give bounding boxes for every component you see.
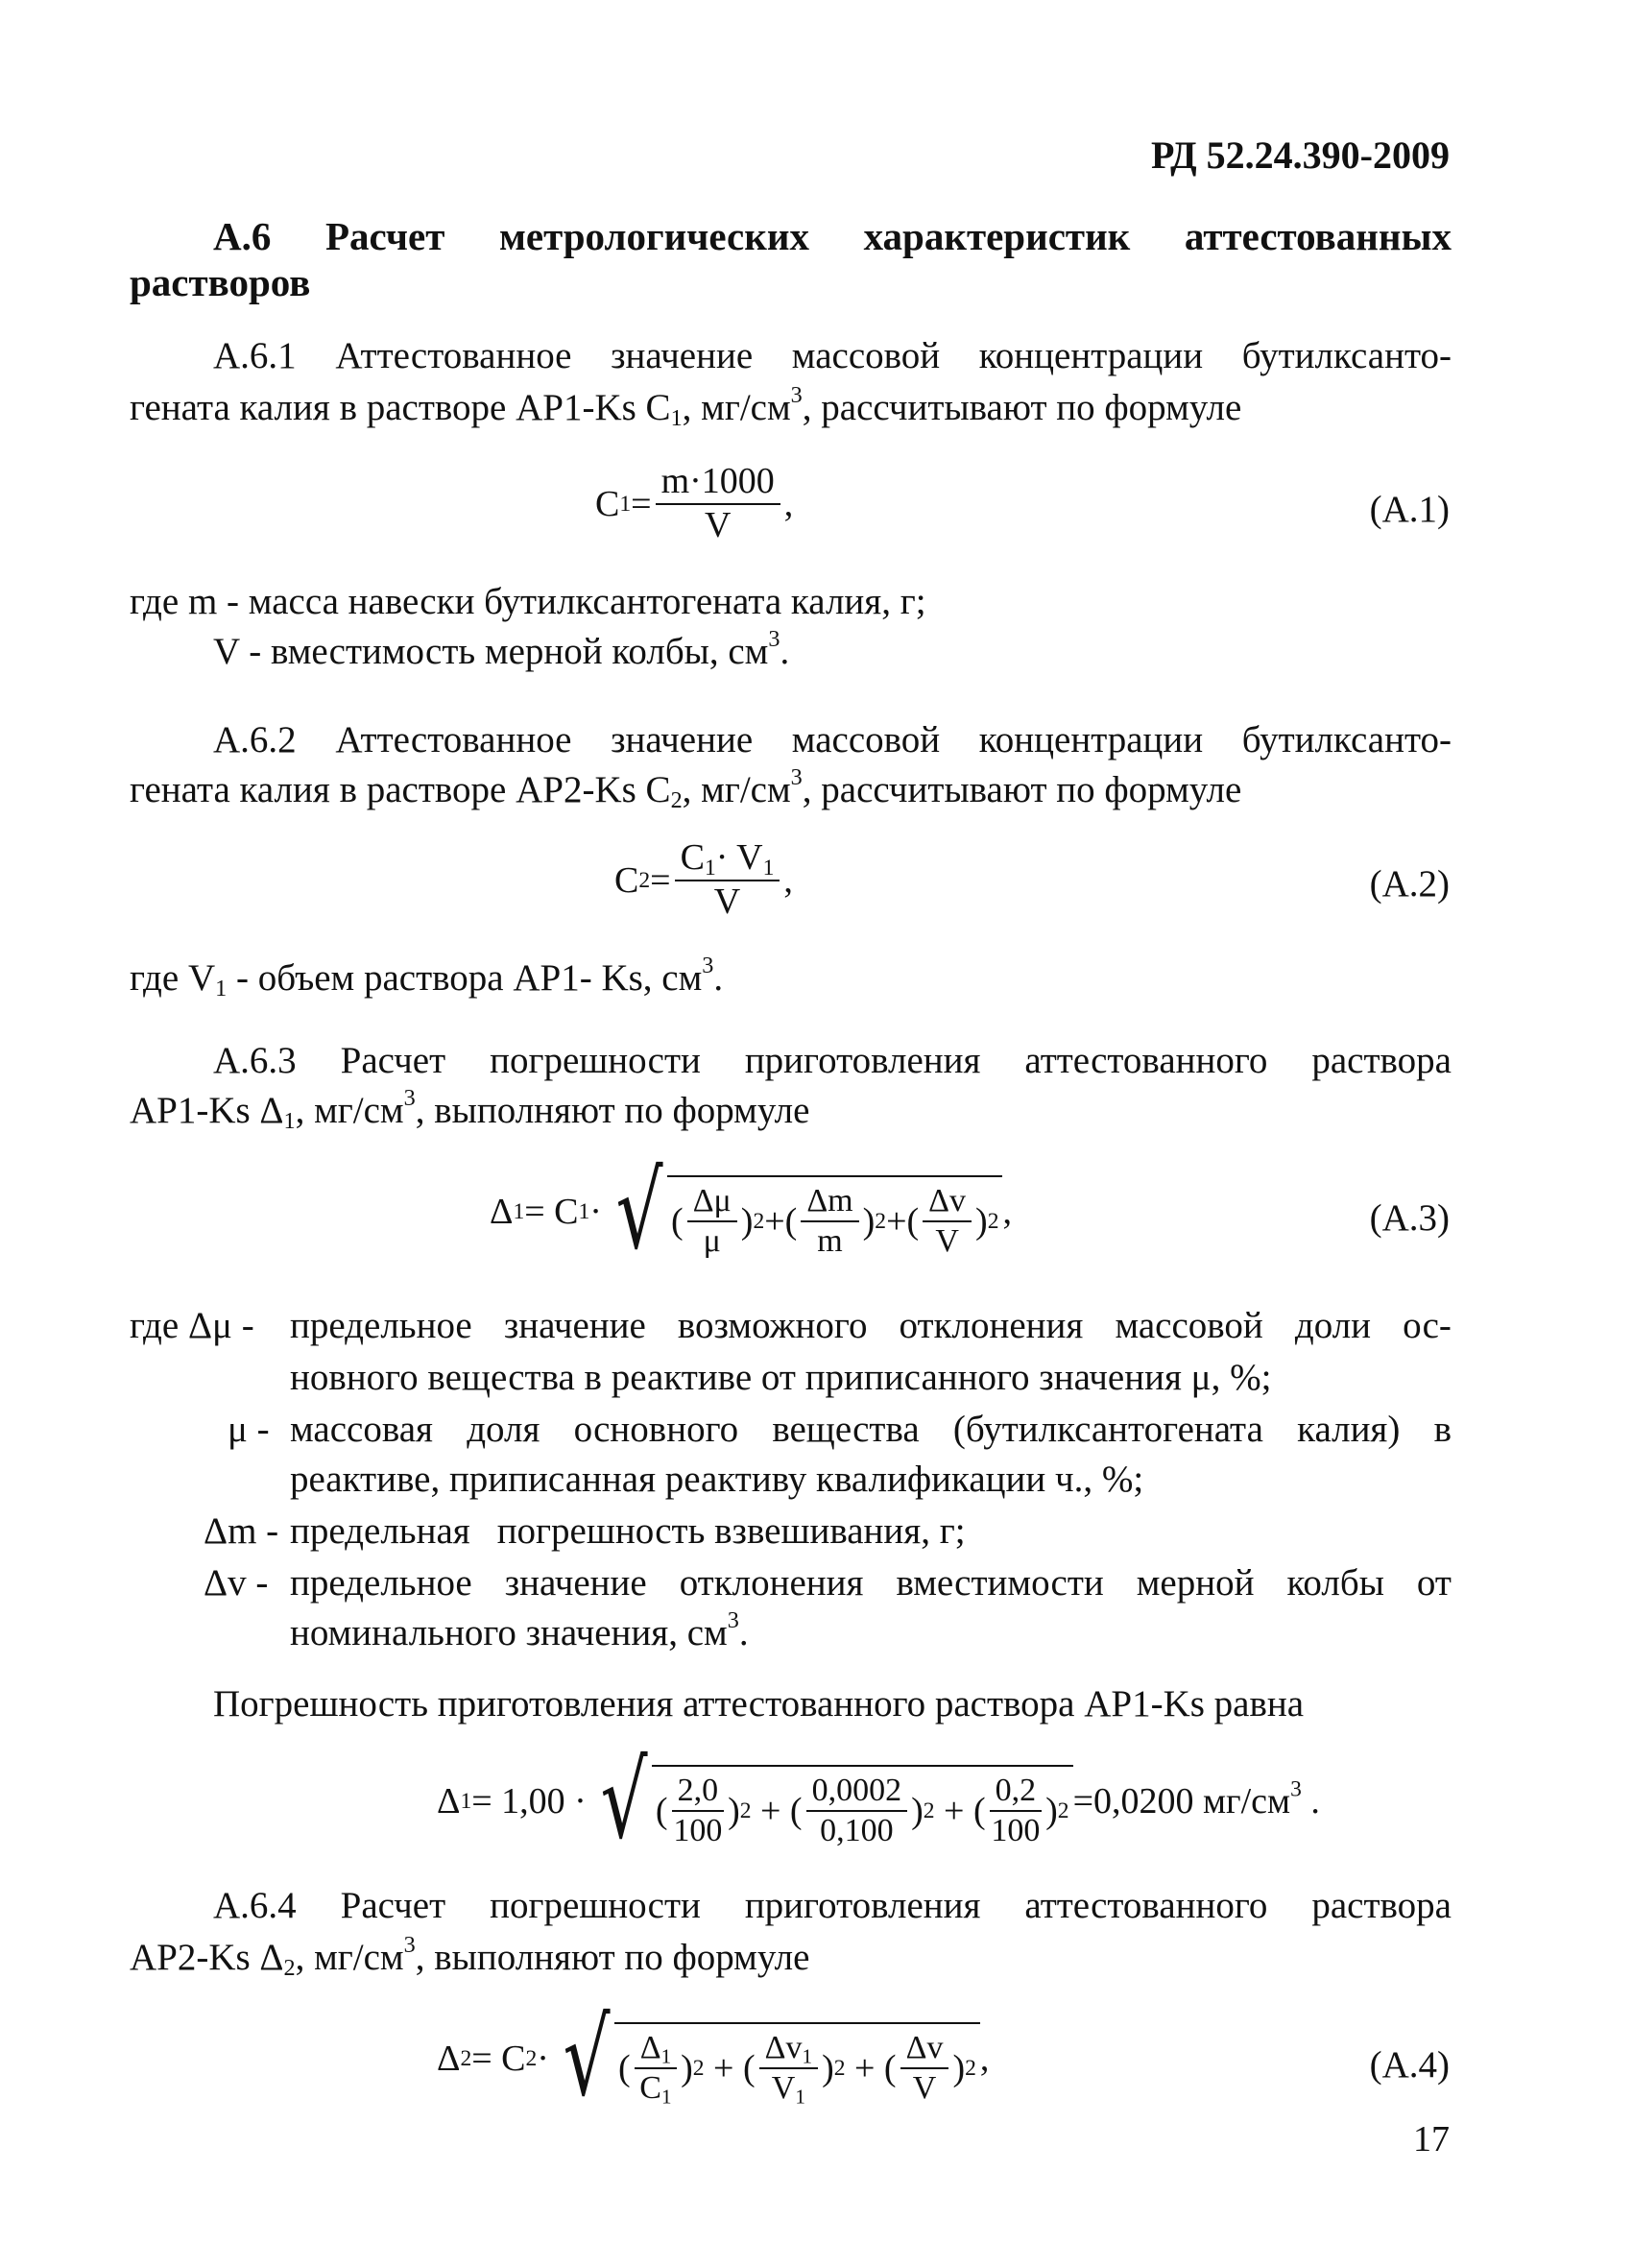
text: =0,0200 мг/см bbox=[1072, 1780, 1291, 1822]
def-delta-v-line1 bbox=[290, 1561, 1452, 1604]
equation-number-a1: (А.1) bbox=[1369, 489, 1450, 530]
plus: + bbox=[764, 1200, 785, 1242]
word: бутилксанто- bbox=[1241, 335, 1452, 376]
word: массовой bbox=[791, 335, 941, 376]
a61-where-m: где m - масса навески бутилксантогената калия, г; bbox=[130, 581, 926, 622]
word: значение bbox=[504, 1562, 647, 1604]
word: погрешности bbox=[490, 1885, 701, 1926]
a63-line2 bbox=[130, 1084, 810, 1135]
superscript: 3 bbox=[1290, 1775, 1302, 1801]
word: погрешности bbox=[490, 1040, 701, 1081]
subscript: 1 bbox=[704, 855, 716, 881]
text: - объем раствора АР1- Ks, см bbox=[227, 957, 703, 999]
dot: · bbox=[537, 2038, 549, 2079]
calc-intro: Погрешность приготовления аттестованного раствора АР1-Ks равна bbox=[213, 1683, 1305, 1725]
paren: ( bbox=[784, 1200, 798, 1242]
word: Аттестованное bbox=[335, 719, 572, 760]
word: Аттестованное bbox=[335, 335, 572, 376]
a61-where-v bbox=[213, 625, 790, 673]
word: массовой bbox=[1115, 1305, 1263, 1346]
superscript: 3 bbox=[702, 952, 714, 978]
word: в bbox=[1433, 1409, 1452, 1450]
paren: ) bbox=[862, 1200, 876, 1242]
text: номинального значения, см bbox=[290, 1612, 728, 1653]
a62-line2 bbox=[130, 763, 1242, 814]
square-root bbox=[606, 1149, 1003, 1272]
word: значение bbox=[503, 1305, 646, 1346]
paren: ( bbox=[671, 1200, 684, 1242]
a64-line2 bbox=[130, 1931, 810, 1982]
subscript: 2 bbox=[283, 1955, 296, 1982]
denominator: μ bbox=[703, 1222, 721, 1259]
text: . bbox=[738, 1612, 749, 1653]
word: предельное bbox=[290, 1562, 472, 1604]
title-word: А.6 bbox=[213, 214, 272, 258]
text: , мг/см bbox=[682, 387, 791, 428]
fraction bbox=[675, 839, 780, 922]
subscript: 1 bbox=[762, 855, 775, 881]
word: колбы bbox=[1286, 1562, 1384, 1604]
superscript: 3 bbox=[790, 763, 803, 790]
document-code-header: РД 52.24.390-2009 bbox=[1151, 133, 1450, 177]
def-mu-line2: реактиве, приписанная реактиву квалификации ч., %; bbox=[290, 1459, 1144, 1500]
section-title-line1 bbox=[213, 213, 1452, 259]
fraction bbox=[806, 1773, 908, 1847]
equals-sign: = 1,00 · bbox=[471, 1780, 587, 1822]
numerator bbox=[635, 2031, 677, 2069]
numerator: Δμ bbox=[687, 1184, 737, 1222]
dot: · bbox=[589, 1191, 602, 1232]
denominator: 100 bbox=[673, 1812, 723, 1848]
word: основного bbox=[573, 1409, 739, 1450]
text: , рассчитывают по формуле bbox=[802, 387, 1242, 428]
word: концентрации bbox=[978, 719, 1204, 760]
word: отклонения bbox=[679, 1562, 864, 1604]
superscript: 3 bbox=[790, 381, 803, 408]
denominator: V bbox=[713, 881, 741, 922]
radical-sign-icon: √ bbox=[600, 1739, 648, 1862]
formula-symbol: Δ bbox=[437, 1780, 461, 1822]
equals-sign: = bbox=[631, 483, 652, 524]
denominator: 0,100 bbox=[820, 1812, 894, 1848]
subscript: 2 bbox=[670, 787, 683, 814]
word: предельная bbox=[290, 1510, 470, 1552]
def-delta-v-symbol: Δv - bbox=[204, 1562, 269, 1604]
numerator: 2,0 bbox=[672, 1773, 725, 1812]
denominator bbox=[772, 2069, 805, 2106]
denominator: V bbox=[912, 2069, 937, 2106]
subscript: 1 bbox=[795, 2084, 805, 2108]
word: Расчет bbox=[340, 1885, 446, 1926]
word: приготовления bbox=[744, 1885, 981, 1926]
formula-a2: C 2 = $\frac{C_1\cdot V_1}{V}$ , bbox=[614, 837, 793, 922]
denominator: V bbox=[935, 1222, 959, 1259]
numerator bbox=[759, 2031, 818, 2069]
text: . bbox=[780, 631, 790, 672]
word: мерной bbox=[1136, 1562, 1255, 1604]
equation-number-a4: (А.4) bbox=[1369, 2044, 1450, 2086]
numerator: 0,2 bbox=[990, 1773, 1043, 1812]
subscript: 1 bbox=[802, 2044, 813, 2068]
comma: , bbox=[979, 2038, 990, 2079]
calc-result bbox=[1072, 1775, 1320, 1822]
word: А.6.3 bbox=[213, 1040, 297, 1081]
word: аттестованного bbox=[1024, 1885, 1268, 1926]
subscript: 1 bbox=[670, 405, 683, 432]
word: значение bbox=[611, 719, 754, 760]
radicand: ( $\frac{2,0}{100}$ ) 2 + ( $\frac{0,0002}{0,100}$ ) 2 + ( $\frac{0,2}{100}$ ) 2 bbox=[652, 1765, 1073, 1848]
def-delta-v-line2 bbox=[290, 1606, 749, 1654]
text: Δ bbox=[639, 2029, 661, 2065]
numerator: Δv bbox=[900, 2031, 949, 2069]
def-delta-mu-line1 bbox=[290, 1304, 1452, 1347]
equals-sign: = C bbox=[471, 2038, 526, 2079]
text: . bbox=[713, 957, 724, 999]
comma: , bbox=[783, 483, 794, 524]
word: раствора bbox=[1311, 1040, 1452, 1081]
subscript: 1 bbox=[283, 1108, 296, 1135]
fraction bbox=[900, 2031, 949, 2105]
denominator bbox=[639, 2069, 671, 2106]
radicand: ( $\frac{\Delta_1}{C_1}$ ) 2 + ( $\frac{\Delta v_1}{V_1}$ ) 2 + ( $\frac{\Delta v}{V}$ ) 2 bbox=[614, 2022, 980, 2106]
numerator bbox=[675, 839, 780, 881]
text: где V bbox=[130, 957, 216, 999]
def-delta-m-line1 bbox=[290, 1509, 966, 1553]
denominator: V bbox=[704, 504, 732, 545]
word: А.6.1 bbox=[213, 335, 297, 376]
equals-sign: = bbox=[650, 859, 671, 901]
word: бутилксанто- bbox=[1241, 719, 1452, 760]
title-word: характеристик bbox=[863, 214, 1131, 258]
text: АР1-Ks Δ bbox=[130, 1090, 284, 1131]
word: возможного bbox=[677, 1305, 868, 1346]
word: предельное bbox=[290, 1305, 472, 1346]
subscript: 1 bbox=[660, 2084, 672, 2108]
a62-where-v1 bbox=[130, 952, 724, 1002]
subscript: 1 bbox=[215, 976, 228, 1002]
fraction bbox=[801, 1184, 858, 1258]
numerator: m·1000 bbox=[656, 463, 780, 505]
text: гената калия в растворе АР1-Ks С bbox=[130, 387, 671, 428]
square-root bbox=[553, 1996, 980, 2119]
superscript: 3 bbox=[403, 1931, 416, 1958]
def-delta-m-symbol: Δm - bbox=[204, 1510, 279, 1552]
text: , мг/см bbox=[295, 1937, 404, 1978]
title-word: метрологических bbox=[498, 214, 809, 258]
fraction bbox=[687, 1184, 737, 1258]
formula-a3: Δ 1 = C 1 · √ ( $\frac{\Delta\mu}{\mu}$ ) 2 + ( $\frac{\Delta m}{m}$ ) 2 + ( $\frac{\Delta v}{V}$ ) 2 , bbox=[490, 1149, 1012, 1272]
word: Расчет bbox=[340, 1040, 446, 1081]
text: C bbox=[639, 2069, 661, 2106]
def-delta-mu-symbol: где Δμ - bbox=[130, 1305, 254, 1346]
word: вещества bbox=[772, 1409, 920, 1450]
formula-a1: C 1 = $\frac{m\cdot 1000}{V}$ , bbox=[595, 461, 794, 545]
word: ос- bbox=[1403, 1305, 1452, 1346]
formula-a4: Δ 2 = C 2 · √ ( $\frac{\Delta_1}{C_1}$ ) 2 + ( $\frac{\Delta v_1}{V_1}$ ) 2 + ( $\frac{\Delta v}{V}$ ) 2 , bbox=[437, 1996, 990, 2119]
fraction bbox=[759, 2029, 818, 2108]
fraction bbox=[923, 1184, 972, 1258]
text: Δv bbox=[764, 2029, 803, 2065]
word: калия) bbox=[1297, 1409, 1401, 1450]
word: приготовления bbox=[744, 1040, 981, 1081]
formula-symbol: Δ bbox=[490, 1191, 514, 1232]
text: , выполняют по формуле bbox=[415, 1090, 810, 1131]
radicand: ( $\frac{\Delta\mu}{\mu}$ ) 2 + ( $\frac{\Delta m}{m}$ ) 2 + ( $\frac{\Delta v}{V}$ ) 2 bbox=[667, 1175, 1002, 1259]
word: (бутилксантогената bbox=[952, 1409, 1263, 1450]
a61-line2 bbox=[130, 381, 1242, 432]
text: гената калия в растворе АР2-Ks С bbox=[130, 769, 671, 810]
fraction bbox=[672, 1773, 725, 1847]
formula-symbol: C bbox=[614, 859, 639, 901]
numerator: 0,0002 bbox=[806, 1773, 908, 1812]
a64-line1 bbox=[213, 1884, 1452, 1927]
word: погрешность взвешивания, г; bbox=[496, 1510, 966, 1552]
text: , мг/см bbox=[295, 1090, 404, 1131]
fraction bbox=[990, 1773, 1043, 1847]
word: массовая bbox=[290, 1409, 433, 1450]
section-title-line2: растворов bbox=[130, 260, 311, 304]
superscript: 3 bbox=[727, 1606, 739, 1633]
comma: , bbox=[783, 859, 793, 901]
paren: ( bbox=[906, 1200, 920, 1242]
word: доли bbox=[1294, 1305, 1372, 1346]
a63-line1 bbox=[213, 1039, 1452, 1082]
text: , мг/см bbox=[682, 769, 791, 810]
denominator: 100 bbox=[991, 1812, 1041, 1848]
fraction bbox=[635, 2029, 677, 2108]
numerator: Δv bbox=[923, 1184, 972, 1222]
equals-sign: = C bbox=[524, 1191, 579, 1232]
text: · V bbox=[715, 837, 763, 878]
paren: ) bbox=[975, 1200, 988, 1242]
formula-symbol: Δ bbox=[437, 2038, 461, 2079]
text: , рассчитывают по формуле bbox=[802, 769, 1242, 810]
paren: ) bbox=[740, 1200, 754, 1242]
text: . bbox=[1301, 1780, 1320, 1822]
calc-formula: Δ 1 = 1,00 · √ ( $\frac{2,0}{100}$ ) 2 + ( $\frac{0,0002}{0,100}$ ) 2 + ( $\frac{0,2}{100}$ ) 2 =0,0200 $мг/см^3$ . bbox=[437, 1739, 1320, 1862]
plus: + bbox=[886, 1200, 907, 1242]
text: C bbox=[680, 837, 705, 878]
comma: , bbox=[1002, 1191, 1012, 1232]
title-word: Расчет bbox=[324, 214, 445, 258]
subscript: 1 bbox=[660, 2044, 672, 2068]
numerator: Δm bbox=[801, 1184, 858, 1222]
text: V bbox=[771, 2069, 796, 2106]
word: аттестованного bbox=[1024, 1040, 1268, 1081]
word: значение bbox=[611, 335, 754, 376]
superscript: 3 bbox=[768, 625, 780, 652]
radical-sign-icon: √ bbox=[563, 1996, 611, 2119]
def-mu-line1 bbox=[290, 1408, 1452, 1451]
denominator: m bbox=[817, 1222, 843, 1259]
a61-line1 bbox=[213, 334, 1452, 377]
def-mu-symbol: μ - bbox=[228, 1409, 270, 1450]
word: вместимости bbox=[896, 1562, 1104, 1604]
word: концентрации bbox=[978, 335, 1204, 376]
equation-number-a2: (А.2) bbox=[1369, 863, 1450, 905]
radical-sign-icon: √ bbox=[615, 1149, 663, 1272]
page-number: 17 bbox=[1413, 2119, 1450, 2159]
text: , выполняют по формуле bbox=[415, 1937, 810, 1978]
formula-symbol: C bbox=[595, 483, 620, 524]
superscript: 3 bbox=[403, 1084, 416, 1111]
word: доля bbox=[467, 1409, 540, 1450]
title-word: аттестованных bbox=[1184, 214, 1452, 258]
equation-number-a3: (А.3) bbox=[1369, 1197, 1450, 1239]
text: V - вместимость мерной колбы, см bbox=[213, 631, 769, 672]
word: раствора bbox=[1311, 1885, 1452, 1926]
word: от bbox=[1416, 1562, 1452, 1604]
text: АР2-Ks Δ bbox=[130, 1937, 284, 1978]
fraction bbox=[656, 463, 780, 545]
def-delta-mu-line2: новного вещества в реактиве от приписанного значения μ, %; bbox=[290, 1357, 1272, 1398]
word: А.6.4 bbox=[213, 1885, 297, 1926]
word: отклонения bbox=[899, 1305, 1084, 1346]
word: А.6.2 bbox=[213, 719, 297, 760]
a62-line1 bbox=[213, 718, 1452, 761]
word: массовой bbox=[791, 719, 941, 760]
